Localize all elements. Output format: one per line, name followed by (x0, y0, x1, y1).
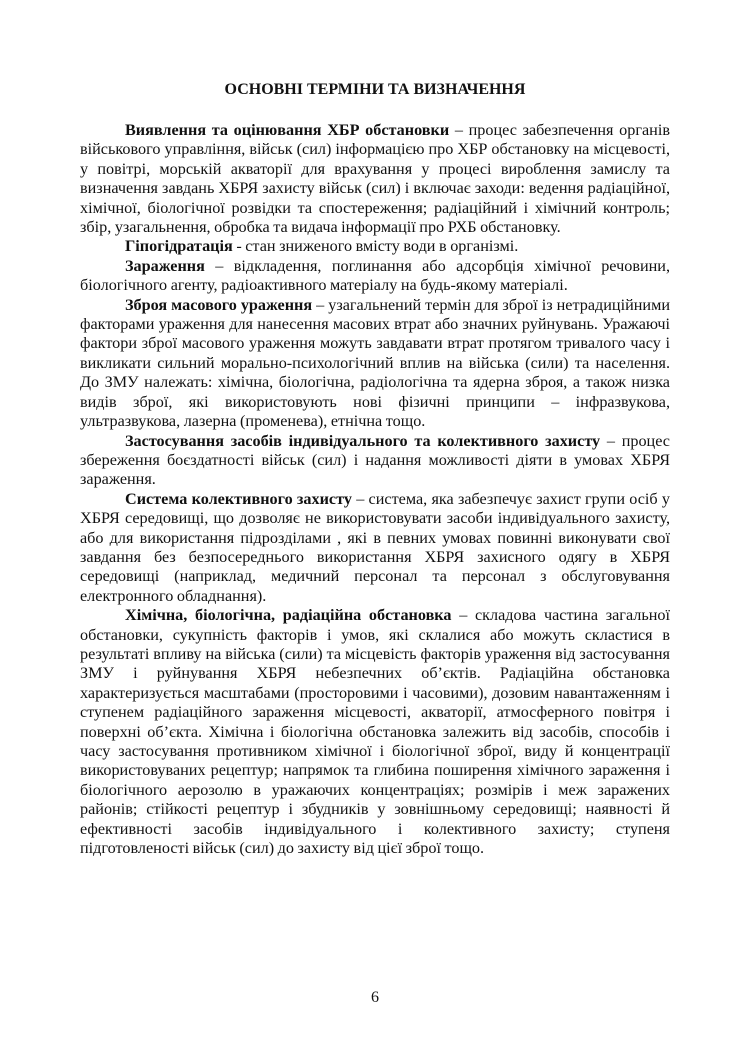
definition-term: Зброя масового ураження (125, 295, 313, 314)
definition-paragraph (80, 490, 670, 606)
definition-paragraph (80, 237, 670, 256)
definition-term: Застосування засобів індивідуального та колективного захисту (125, 431, 601, 450)
definition-text: – процес забезпечення органів військового управління, військ (сил) інформацією про ХБР обстановку на місцевості, у повітрі, морській акваторії для врахування у процесі вироблення замислу та визначення завдань ХБРЯ захисту військ (сил) і включає заходи: ведення радіаційної, хімічної, біологічної розвідки та спостереження; радіаційний і хімічний контроль; збір, узагальнення, обробка та видача інформації про РХБ обстановку. (80, 121, 670, 237)
definition-text: – система, яка забезпечує захист групи осіб у ХБРЯ середовищі, що дозволяє не використовувати засоби індивідуального захисту, або для використання підрозділами , які в певних умовах повинні виконувати свої завдання без безпосереднього використання ХБРЯ захисного одягу в ХБРЯ середовищі (наприклад, медичний персонал та персонал з обслуговування електронного обладнання). (80, 489, 670, 605)
page-number: 6 (371, 989, 379, 1006)
definition-paragraph (80, 606, 670, 858)
definition-term: Зараження (125, 256, 205, 275)
definition-text: – узагальнений термін для зброї із нетрадиційними факторами ураження для нанесення масових втрат або значних руйнувань. Уражаючі фактори зброї масового ураження можуть завдавати втрат протягом тривалого часу і викликати сильний морально-психологічний вплив на війська (сили) та населення. До ЗМУ належать: хімічна, біологічна, радіологічна та ядерна зброя, а також низка видів зброї, які використовують нові фізичні принципи – інфразвукова, ультразвукова, лазерна (променева), етнічна тощо. (80, 295, 670, 431)
definitions-list (80, 121, 670, 858)
definition-text: – складова частина загальної обстановки, сукупність факторів і умов, які склалися або можуть скластися в результаті впливу на війська (сили) та місцевість факторів ураження від застосування ЗМУ і руйнування ХБРЯ небезпечних об’єктів. Радіаційна обстановка характеризується масштабами (просторовими і часовими), дозовим навантаженням і ступенем радіаційного зараження місцевості, акваторії, атмосферного повітря і поверхні об’єкта. Хімічна і біологічна обстановка залежить від засобів, способів і часу застосування противником хімічної і біологічної зброї, виду й концентрації використовуваних рецептур; напрямок та глибина поширення хімічного зараження і біологічного аерозолю в уражаючих концентраціях; розмірів і меж заражених районів; стійкості рецептур і збудників у зовнішньому середовищі; наявності й ефективності засобів індивідуального і колективного захисту; ступеня підготовленості військ (сил) до захисту від цієї зброї тощо. (80, 606, 670, 858)
definition-term: Система колективного захисту (125, 489, 352, 508)
definition-paragraph (80, 121, 670, 237)
definition-paragraph (80, 257, 670, 296)
definition-term: Хімічна, біологічна, радіаційна обстановка (125, 606, 452, 625)
definition-text: – процес збереження боєздатності військ (сил) і надання можливості діяти в умовах ХБРЯ зараження. (80, 431, 670, 489)
definition-text: – відкладення, поглинання або адсорбція хімічної речовини, біологічного агенту, радіоактивного матеріалу на будь-якому матеріалі. (80, 256, 670, 295)
page-title: ОСНОВНІ ТЕРМІНИ ТА ВИЗНАЧЕННЯ (224, 81, 526, 98)
definition-text: - стан зниженого вмісту води в організмі. (232, 237, 519, 256)
definition-paragraph (80, 432, 670, 490)
definition-paragraph (80, 296, 670, 432)
definition-term: Гіпогідратація (125, 237, 233, 256)
definition-term: Виявлення та оцінювання ХБР обстановки (125, 121, 450, 139)
